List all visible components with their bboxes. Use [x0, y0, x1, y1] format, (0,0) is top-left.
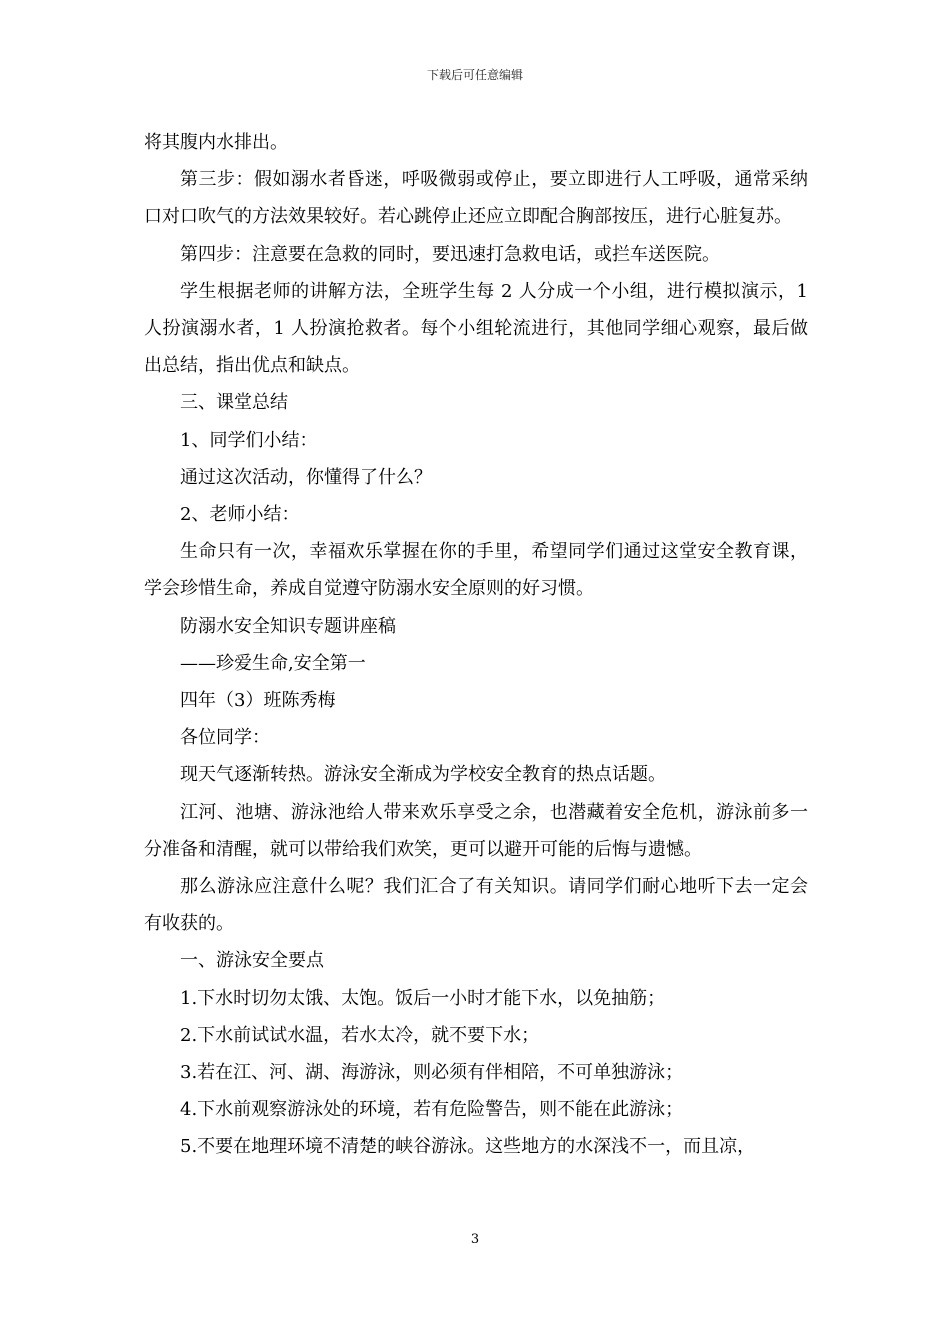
paragraph: 第三步：假如溺水者昏迷，呼吸微弱或停止，要立即进行人工呼吸，通常采纳口对口吹气的方法效果较好。若心跳停止还应立即配合胸部按压，进行心脏复苏。 [144, 169, 808, 228]
document-body [144, 124, 808, 1166]
paragraph: 3.若在江、河、湖、海游泳，则必须有伴相陪，不可单独游泳； [180, 1062, 684, 1084]
paragraph: 江河、池塘、游泳池给人带来欢乐享受之余，也潜藏着安全危机，游泳前多一分准备和清醒，就可以带给我们欢笑，更可以避开可能的后悔与遗憾。 [144, 801, 808, 860]
paragraph: 防溺水安全知识专题讲座稿 [180, 615, 396, 637]
paragraph: 三、课堂总结 [180, 392, 288, 414]
paragraph: 第四步：注意要在急救的同时，要迅速打急救电话，或拦车送医院。 [180, 243, 720, 265]
paragraph: 各位同学： [180, 727, 270, 749]
paragraph: 现天气逐渐转热。游泳安全渐成为学校安全教育的热点话题。 [180, 764, 666, 786]
page-number: 3 [470, 1232, 480, 1247]
paragraph: 1.下水时切勿太饿、太饱。饭后一小时才能下水，以免抽筋； [180, 987, 666, 1009]
paragraph: 一、游泳安全要点 [180, 950, 324, 972]
paragraph: 5.不要在地理环境不清楚的峡谷游泳。这些地方的水深浅不一，而且凉， [180, 1136, 756, 1158]
paragraph: 通过这次活动，你懂得了什么？ [180, 466, 432, 488]
paragraph: ——珍爱生命,安全第一 [180, 652, 366, 674]
paragraph: 四年（3）班陈秀梅 [180, 690, 336, 712]
paragraph: 2、老师小结： [180, 504, 300, 526]
paragraph: 学生根据老师的讲解方法，全班学生每 2 人分成一个小组，进行模拟演示，1 人扮演溺水者，1 人扮演抢救者。每个小组轮流进行，其他同学细心观察，最后做出总结，指出优点和缺点。 [144, 280, 808, 377]
paragraph: 那么游泳应注意什么呢？我们汇合了有关知识。请同学们耐心地听下去一定会有收获的。 [144, 876, 808, 935]
page-header: 下载后可任意编辑 [426, 68, 523, 82]
paragraph: 将其腹内水排出。 [144, 132, 288, 153]
paragraph: 1、同学们小结： [180, 429, 318, 451]
paragraph: 2.下水前试试水温，若水太冷，就不要下水； [180, 1024, 540, 1046]
paragraph: 4.下水前观察游泳处的环境，若有危险警告，则不能在此游泳； [180, 1099, 684, 1121]
paragraph: 生命只有一次，幸福欢乐掌握在你的手里，希望同学们通过这堂安全教育课，学会珍惜生命，养成自觉遵守防溺水安全原则的好习惯。 [144, 541, 808, 600]
